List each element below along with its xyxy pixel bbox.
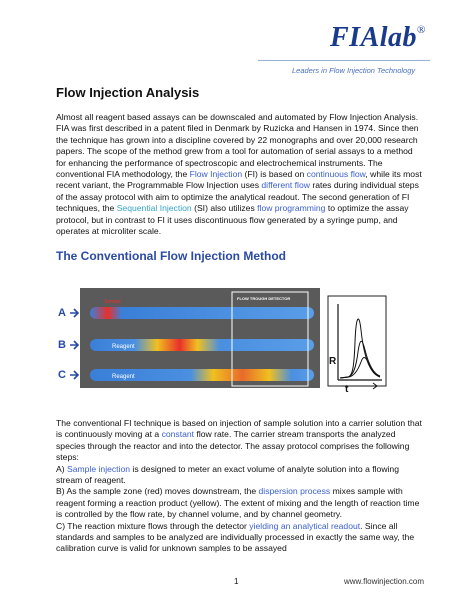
text-run: A) [56,463,67,474]
inline-link[interactable]: continuous flow [306,169,366,180]
text-run: , while its most recent variant, the Programmable Flow Injection uses [56,169,422,191]
axis-r-label: R [329,356,337,367]
page-title: Flow Injection Analysis [56,85,200,100]
text-run: rates during individual steps of the assay protocol with aim to optimize the analytical readout. The second generation of FI techniques, the [56,180,419,214]
tube-a [90,307,314,319]
text-run: to optimize the assay protocol, but in contrast to FI it uses discontinuous flow generated by a syringe pump, and operates at microliter scale. [56,203,409,237]
inline-link[interactable]: Sequential Injection [116,203,192,214]
flow-injection-diagram [56,282,422,400]
arrow-b-icon [70,341,78,349]
text-run: (SI) also utilizes [191,203,258,214]
inline-link[interactable]: constant [161,429,195,440]
fialab-logo [330,22,426,54]
logo-text: FIAlab [330,22,418,53]
text-run: The conventional FI technique is based on injection of sample solution into a carrier solution that is continuously moving at a [56,418,422,440]
method-paragraph [56,418,422,555]
inline-link[interactable]: different flow [261,180,310,191]
inline-link[interactable]: Flow Injection [189,169,243,180]
row-label-b: B [58,339,66,351]
arrow-c-icon [70,371,78,379]
axis-t-label: t [345,384,349,395]
intro-paragraph [56,112,422,237]
section-heading: The Conventional Flow Injection Method [56,249,286,263]
header-rule [258,60,430,61]
reagent-label-c: Reagent [112,374,135,380]
signal-plot-frame [328,296,386,386]
row-label-c: C [58,369,66,381]
text-run: C) The reaction mixture flows through the detector [56,520,250,531]
inline-link[interactable]: yielding an analytical readout [249,520,361,531]
text-run: flow rate. The carrier stream transports the analyzed species through the reactor and into the detector. The assay protocol comprises the following steps: [56,429,410,463]
footer-url: www.flowinjection.com [344,577,425,586]
text-run: is designed to meter an exact volume of analyte solution into a flowing stream of reagent. [56,463,399,486]
registered-mark: ® [417,24,426,36]
text-run: Almost all reagent based assays can be downscaled and automated by Flow Injection Analysis. FIA was first described in a patent filed in Denmark by Ruzicka and Hansen in 1974. Since then the technique has grown into a discipline covered by 22 monographs and over 20,000 research papers. The scope of the method grew from a tool for automation of serial assays to a method for enhancing the performance of spectroscopic and electrochemical instruments. The conventional FIA methodology, the [56,112,419,180]
sample-label: Sample [104,299,121,305]
row-label-a: A [58,307,66,319]
reagent-label-b: Reagent [112,344,135,350]
arrow-a-icon [70,309,78,317]
text-run: . Since all standards and samples to be analyzed are individually processed in exactly the same way, the calibration curve is valid for unknown samples to be assayed [56,520,415,554]
inline-link[interactable]: flow programming [257,203,326,214]
text-run: mixes sample with reagent forming a reaction product (yellow). The extent of mixing and the length of reaction time is controlled by the flow rate, by channel volume, and by channel geometry. [56,486,420,520]
inline-link[interactable]: dispersion process [258,486,331,497]
tagline: Leaders in Flow Injection Technology [292,66,416,75]
inline-link[interactable]: Sample injection [66,463,131,474]
text-run: B) As the sample zone (red) moves downstream, the [56,486,259,497]
page-number: 1 [234,577,239,586]
text-run: (FI) is based on [242,169,307,180]
detector-label: FLOW TROUGH DETECTOR [237,296,291,301]
